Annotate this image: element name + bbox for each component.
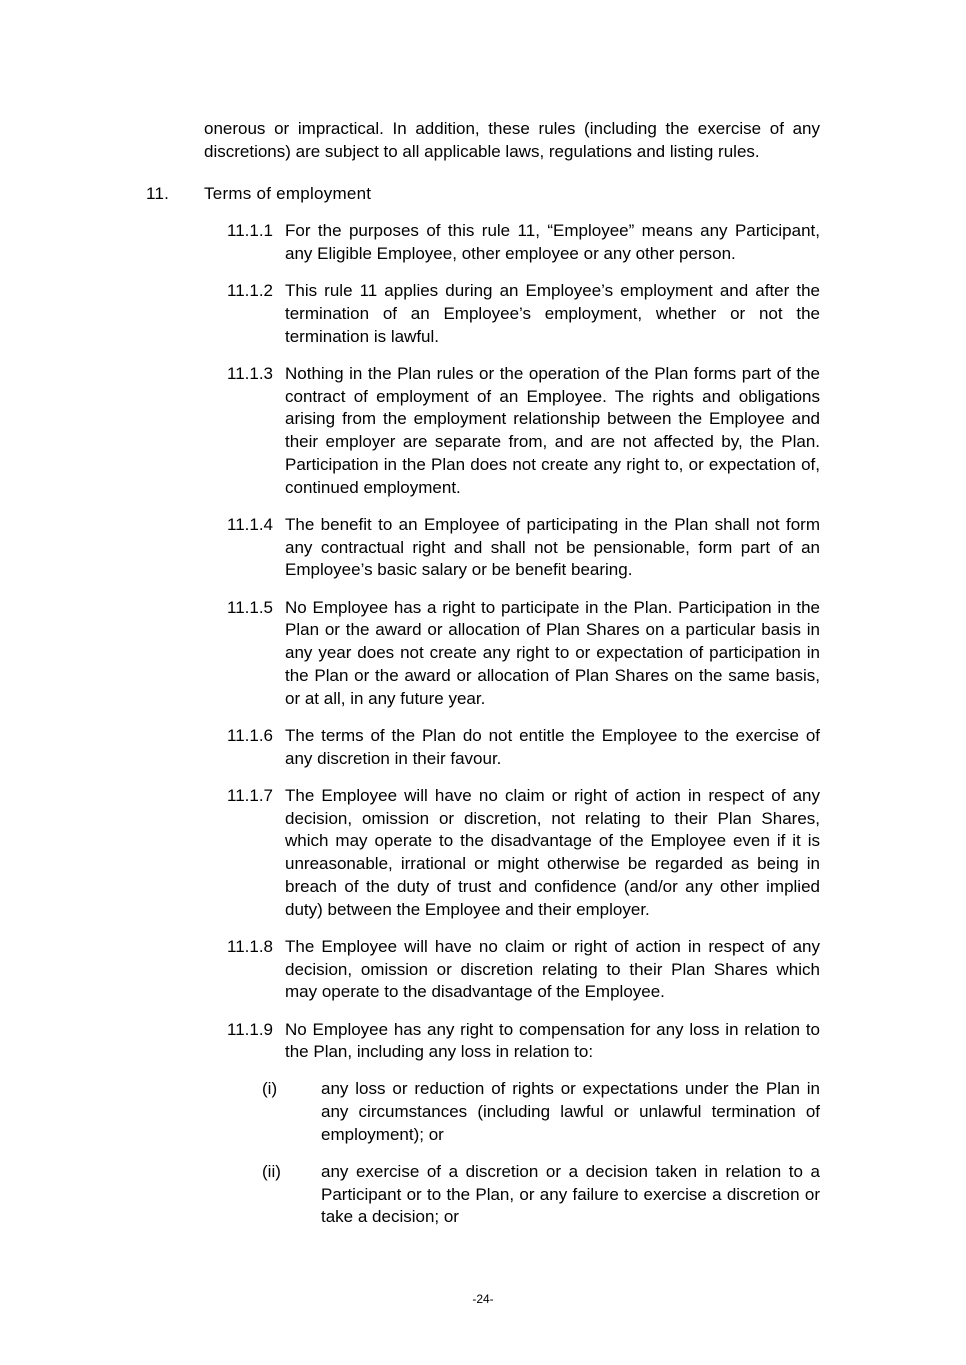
clause-number: 11.1.3 [227, 363, 274, 383]
clause-text: The terms of the Plan do not entitle the Employee to the exercise of any discretion in their favour. [285, 725, 820, 768]
sub-item-number: (ii) [262, 1161, 281, 1181]
clause-text: No Employee has a right to participate in the Plan. Participation in the Plan or the award or allocation of Plan Shares on a particular basis in any year does not create any right to or expectation of participation in the Plan or the award or allocation of Plan Shares on the same basis, or at all, in any future year. [285, 597, 820, 708]
clause-text: Nothing in the Plan rules or the operation of the Plan forms part of the contract of employment of an Employee. The rights and obligations arising from the employment relationship between the Employee and their employer are separate from, and are not affected by, the Plan. Participation in the Plan does not create any right to, or expectation of, continued employment. [285, 363, 820, 497]
clause-number: 11.1.1 [227, 221, 274, 240]
clause-number: 11.1.7 [227, 785, 274, 805]
intro-paragraph: onerous or impractical. In addition, these rules (including the exercise of any discretions) are subject to all applicable laws, regulations and listing rules. [204, 119, 820, 161]
sub-item-ii [262, 1161, 820, 1229]
clause-text: No Employee has any right to compensation for any loss in relation to the Plan, including any loss in relation to: [285, 1019, 820, 1062]
clause-number: 11.1.5 [227, 597, 274, 617]
sub-item-list [262, 1078, 820, 1244]
clause-11-1-1 [227, 220, 820, 266]
sub-item-i [262, 1078, 820, 1146]
clause-11-1-5 [227, 597, 820, 711]
clause-11-1-2 [227, 280, 820, 348]
clause-text: This rule 11 applies during an Employee’s employment and after the termination of an Employee’s employment, whether or not the termination is lawful. [285, 281, 820, 346]
clause-11-1-3 [227, 363, 820, 500]
clause-11-1-8 [227, 936, 820, 1004]
clause-text: The benefit to an Employee of participating in the Plan shall not form any contractual right and shall not be pensionable, form part of an Employee’s basic salary or be benefit bearing. [285, 514, 820, 580]
clause-list [227, 220, 820, 1079]
clause-text: The Employee will have no claim or right of action in respect of any decision, omission or discretion relating to their Plan Shares which may operate to the disadvantage of the Employee. [285, 936, 820, 1002]
clause-11-1-6 [227, 725, 820, 771]
clause-text: For the purposes of this rule 11, “Employee” means any Participant, any Eligible Employee, other employee or any other person. [285, 221, 820, 263]
clause-11-1-9 [227, 1019, 820, 1065]
clause-number: 11.1.8 [227, 936, 274, 956]
section-heading [146, 183, 846, 206]
section-number: 11. [146, 184, 170, 203]
clause-11-1-7 [227, 785, 820, 922]
section-title: Terms of employment [204, 184, 372, 203]
sub-item-text: any exercise of a discretion or a decision taken in relation to a Participant or to the Plan, or any failure to exercise a discretion or take a decision; or [321, 1161, 820, 1227]
sub-item-number: (i) [262, 1079, 278, 1098]
clause-11-1-4 [227, 514, 820, 582]
sub-item-text: any loss or reduction of rights or expectations under the Plan in any circumstances (including lawful or unlawful termination of employment); or [321, 1079, 820, 1144]
clause-text: The Employee will have no claim or right of action in respect of any decision, omission or discretion, not relating to their Plan Shares, which may operate to the disadvantage of the Employee even if it is unreasonable, irrational or might otherwise be regarded as being in breach of the duty of trust and confidence (and/or any other implied duty) between the Employee and their employer. [285, 785, 820, 919]
clause-number: 11.1.4 [227, 514, 274, 534]
page-number: -24- [472, 1292, 494, 1306]
clause-number: 11.1.9 [227, 1019, 274, 1039]
clause-number: 11.1.2 [227, 281, 274, 300]
clause-number: 11.1.6 [227, 725, 274, 745]
